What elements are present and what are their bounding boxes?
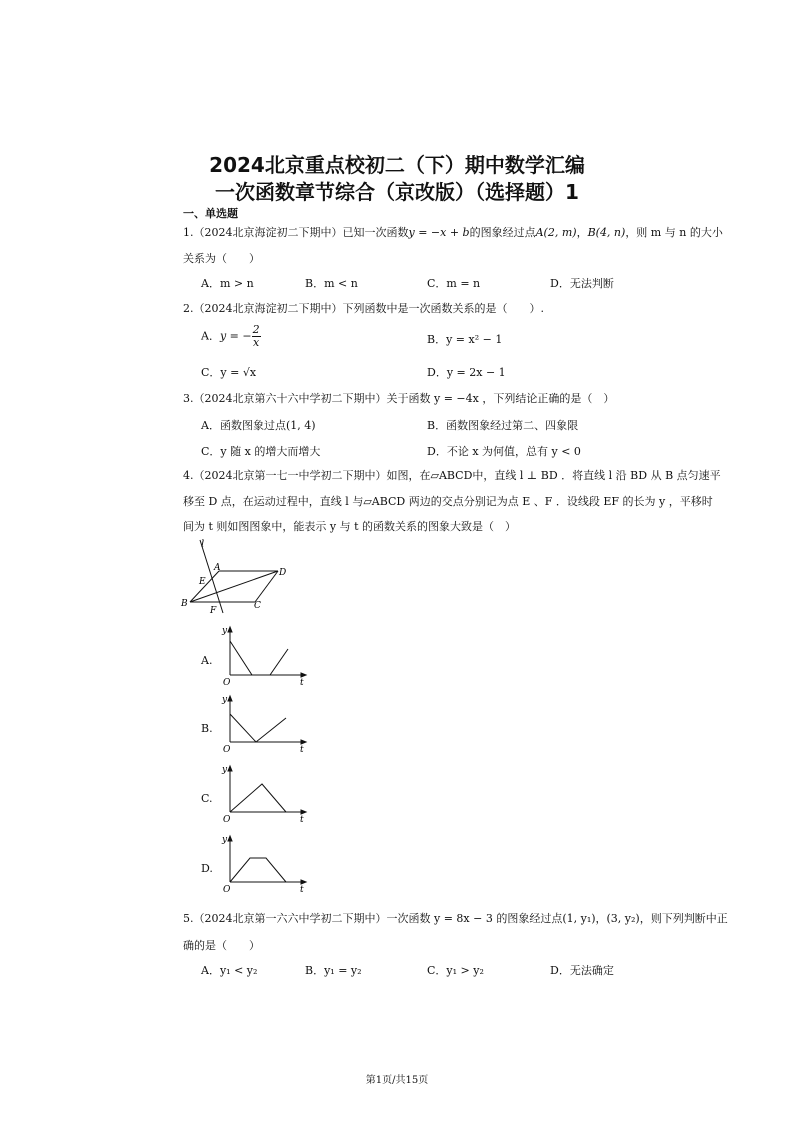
svg-text:y: y bbox=[222, 765, 228, 775]
edge-dc bbox=[255, 571, 278, 602]
q2-option-b[interactable]: B．y = x² − 1 bbox=[427, 333, 503, 346]
q1-point-b: B(4, n) bbox=[587, 226, 626, 239]
section-heading: 一、单选题 bbox=[183, 207, 238, 220]
svg-text:y: y bbox=[222, 695, 228, 705]
label-d: D bbox=[279, 568, 287, 578]
page-title: 2024北京重点校初二（下）期中数学汇编 bbox=[209, 153, 585, 177]
page-subtitle: 一次函数章节综合（京改版）（选择题）1 bbox=[215, 180, 579, 204]
svg-text:O: O bbox=[223, 745, 231, 755]
q4-stem-line3: 间为 t 则如图图象中，能表示 y 与 t 的函数关系的图象大致是（ ） bbox=[183, 520, 517, 533]
q1-stem-line2: 关系为（ ） bbox=[183, 252, 260, 265]
q2-stem: 2.（2024北京海淀初二下期中）下列函数中是一次函数关系的是（ ）. bbox=[183, 302, 544, 315]
label-e: E bbox=[199, 577, 206, 587]
label-a: A bbox=[214, 563, 221, 573]
svg-text:t: t bbox=[300, 678, 304, 687]
q2-option-d[interactable]: D．y = 2x − 1 bbox=[427, 366, 506, 379]
svg-text:y: y bbox=[222, 626, 228, 636]
q2-fraction: $\frac{2}{x}$ bbox=[252, 323, 260, 349]
q4-graph-d[interactable] bbox=[218, 832, 310, 896]
q4-option-c-label[interactable]: C. bbox=[201, 792, 213, 805]
q5-stem-line2: 确的是（ ） bbox=[183, 939, 260, 952]
q4-stem-line2: 移至 D 点，在运动过程中，直线 l 与▱ABCD 两边的交点分别记为点 E 、F ．设线段 EF 的长为 y ，平移时 bbox=[183, 495, 713, 508]
q1-option-d[interactable]: D．无法判断 bbox=[550, 277, 614, 290]
q4-option-b-label[interactable]: B. bbox=[201, 722, 213, 735]
q5-option-c[interactable]: C．y₁ > y₂ bbox=[427, 964, 484, 977]
label-f: F bbox=[210, 606, 217, 615]
svg-text:t: t bbox=[300, 885, 304, 895]
svg-text:t: t bbox=[300, 815, 304, 825]
svg-text:O: O bbox=[223, 678, 231, 687]
q5-stem-line1: 5.（2024北京第一六六中学初二下期中）一次函数 y = 8x − 3 的图象经过点(1, y₁)，(3, y₂)，则下列判断中正 bbox=[183, 912, 728, 925]
label-c: C bbox=[254, 601, 261, 611]
q2-option-a[interactable]: A．y = − $\frac{2}{x}$ bbox=[201, 323, 260, 349]
q5-option-b[interactable]: B．y₁ = y₂ bbox=[305, 964, 362, 977]
q3-option-b[interactable]: B．函数图象经过第二、四象限 bbox=[427, 419, 579, 432]
svg-text:O: O bbox=[223, 815, 231, 825]
svg-text:O: O bbox=[223, 885, 231, 895]
q1-stem: 1.（2024北京海淀初二下期中）已知一次函数y = −x + b的图象经过点A(2, m)，B(4, n)，则 m 与 n 的大小 bbox=[183, 226, 723, 239]
page-footer: 第1页/共15页 bbox=[365, 1075, 429, 1086]
q4-graph-b[interactable] bbox=[218, 692, 310, 756]
svg-text:y: y bbox=[222, 835, 228, 845]
q3-option-a[interactable]: A．函数图象过点(1, 4) bbox=[201, 419, 316, 432]
q4-graph-c[interactable] bbox=[218, 762, 310, 826]
label-b: B bbox=[181, 599, 188, 609]
q3-stem: 3.（2024北京第六十六中学初二下期中）关于函数 y = −4x ，下列结论正确的是（ ） bbox=[183, 392, 615, 405]
q1-option-a[interactable]: A．m > n bbox=[201, 277, 254, 290]
q4-parallelogram-figure bbox=[178, 535, 298, 615]
q1-point-a: A(2, m) bbox=[535, 226, 577, 239]
q4-option-d-label[interactable]: D. bbox=[201, 862, 213, 875]
svg-text:t: t bbox=[300, 745, 304, 755]
q4-option-a-label[interactable]: A. bbox=[201, 654, 213, 667]
q3-option-c[interactable]: C．y 随 x 的增大而增大 bbox=[201, 445, 321, 458]
q4-graph-a[interactable] bbox=[218, 623, 310, 687]
q1-option-b[interactable]: B．m < n bbox=[305, 277, 358, 290]
q3-option-d[interactable]: D．不论 x 为何值，总有 y < 0 bbox=[427, 445, 581, 458]
q5-option-d[interactable]: D．无法确定 bbox=[550, 964, 614, 977]
q1-option-c[interactable]: C．m = n bbox=[427, 277, 481, 290]
q4-stem-line1: 4.（2024北京第一七一中学初二下期中）如图，在▱ABCD中，直线 l ⊥ BD ．将直线 l 沿 BD 从 B 点匀速平 bbox=[183, 469, 721, 482]
q1-function: y = −x + b bbox=[408, 226, 470, 239]
q2-option-c[interactable]: C．y = √x bbox=[201, 366, 257, 379]
label-l: l bbox=[201, 539, 205, 550]
q5-option-a[interactable]: A．y₁ < y₂ bbox=[201, 964, 258, 977]
